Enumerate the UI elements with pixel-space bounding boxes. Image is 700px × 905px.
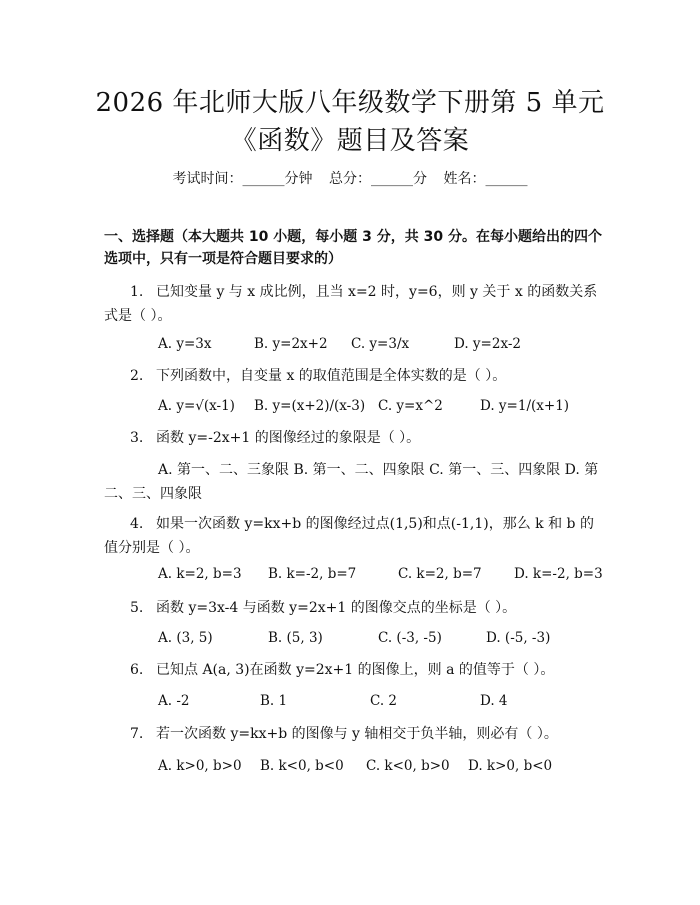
question-text: 已知变量 y 与 x 成比例，且当 x=2 时，y=6，则 y 关于 x 的函数关系式是（ ）。 [104, 284, 598, 324]
option-a: A. (3, 5) [158, 630, 213, 646]
question-4 [104, 512, 604, 560]
option-a: A. y=√(x-1) [158, 398, 235, 414]
question-number: 2. [130, 368, 144, 384]
option-b: B. (5, 3) [268, 630, 323, 646]
question-text: 函数 y=3x-4 与函数 y=2x+1 的图像交点的坐标是（ ）。 [156, 600, 517, 616]
option-c: C. k<0, b>0 [366, 758, 450, 774]
question-text: 下列函数中，自变量 x 的取值范围是全体实数的是（ ）。 [156, 368, 507, 384]
option-d: D. (-5, -3) [486, 630, 551, 646]
exam-time-field: 考试时间：______分钟 [172, 171, 313, 187]
question-text: 已知点 A(a, 3)在函数 y=2x+1 的图像上，则 a 的值等于（ ）。 [156, 662, 555, 678]
option-d: D. y=2x-2 [454, 336, 521, 352]
question-number: 3. [130, 430, 144, 446]
option-a: A. k>0, b>0 [158, 758, 242, 774]
question-5 [104, 596, 604, 620]
question-number: 6. [130, 662, 144, 678]
question-1 [104, 280, 604, 328]
option-d: D. 4 [480, 693, 508, 709]
question-3-options [104, 458, 600, 506]
option-b: B. k<0, b<0 [260, 758, 344, 774]
option-c: C. y=3/x [351, 336, 410, 352]
question-3 [104, 426, 604, 450]
option-c: C. k=2, b=7 [398, 566, 482, 582]
options-text: A. 第一、二、三象限 B. 第一、二、四象限 C. 第一、三、四象限 D. 第二、三、四象限 [104, 462, 599, 502]
exam-info [0, 168, 700, 188]
option-b: B. y=2x+2 [254, 336, 328, 352]
question-6 [104, 658, 604, 682]
question-text: 如果一次函数 y=kx+b 的图像经过点(1,5)和点(-1,1)，那么 k 和 b 的值分别是（ ）。 [104, 516, 594, 556]
option-b: B. 1 [260, 693, 288, 709]
option-a: A. k=2, b=3 [158, 566, 242, 582]
total-score-field: 总分：______分 [329, 171, 427, 187]
option-a: A. y=3x [158, 336, 212, 352]
question-2-options [158, 398, 569, 414]
question-number: 7. [130, 726, 144, 742]
question-text: 若一次函数 y=kx+b 的图像与 y 轴相交于负半轴，则必有（ ）。 [156, 726, 558, 742]
question-1-options [158, 336, 521, 352]
option-b: B. y=(x+2)/(x-3) [254, 398, 366, 414]
question-7-options [158, 758, 552, 774]
question-number: 5. [130, 600, 144, 616]
question-text: 函数 y=-2x+1 的图像经过的象限是（ ）。 [156, 430, 421, 446]
section-heading: 一、选择题（本大题共 10 小题，每小题 3 分，共 30 分。在每小题给出的四个选项中，只有一项是符合题目要求的） [104, 229, 602, 267]
option-d: D. k>0, b<0 [468, 758, 553, 774]
document-title-line1: 2026 年北师大版八年级数学下册第 5 单元 [95, 88, 605, 118]
option-c: C. (-3, -5) [378, 630, 442, 646]
option-c: C. 2 [370, 693, 398, 709]
option-b: B. k=-2, b=7 [268, 566, 357, 582]
question-6-options [158, 693, 508, 709]
name-field: 姓名：______ [443, 171, 528, 187]
option-d: D. y=1/(x+1) [480, 398, 570, 414]
option-c: C. y=x^2 [378, 398, 443, 414]
document-title-line2: 《函数》题目及答案 [230, 126, 470, 156]
option-a: A. -2 [158, 693, 190, 709]
option-d: D. k=-2, b=3 [514, 566, 603, 582]
question-7 [104, 722, 604, 746]
question-number: 1. [130, 284, 144, 300]
question-4-options [158, 566, 603, 582]
question-2 [104, 364, 604, 388]
question-5-options [158, 630, 550, 646]
question-number: 4. [130, 516, 144, 532]
